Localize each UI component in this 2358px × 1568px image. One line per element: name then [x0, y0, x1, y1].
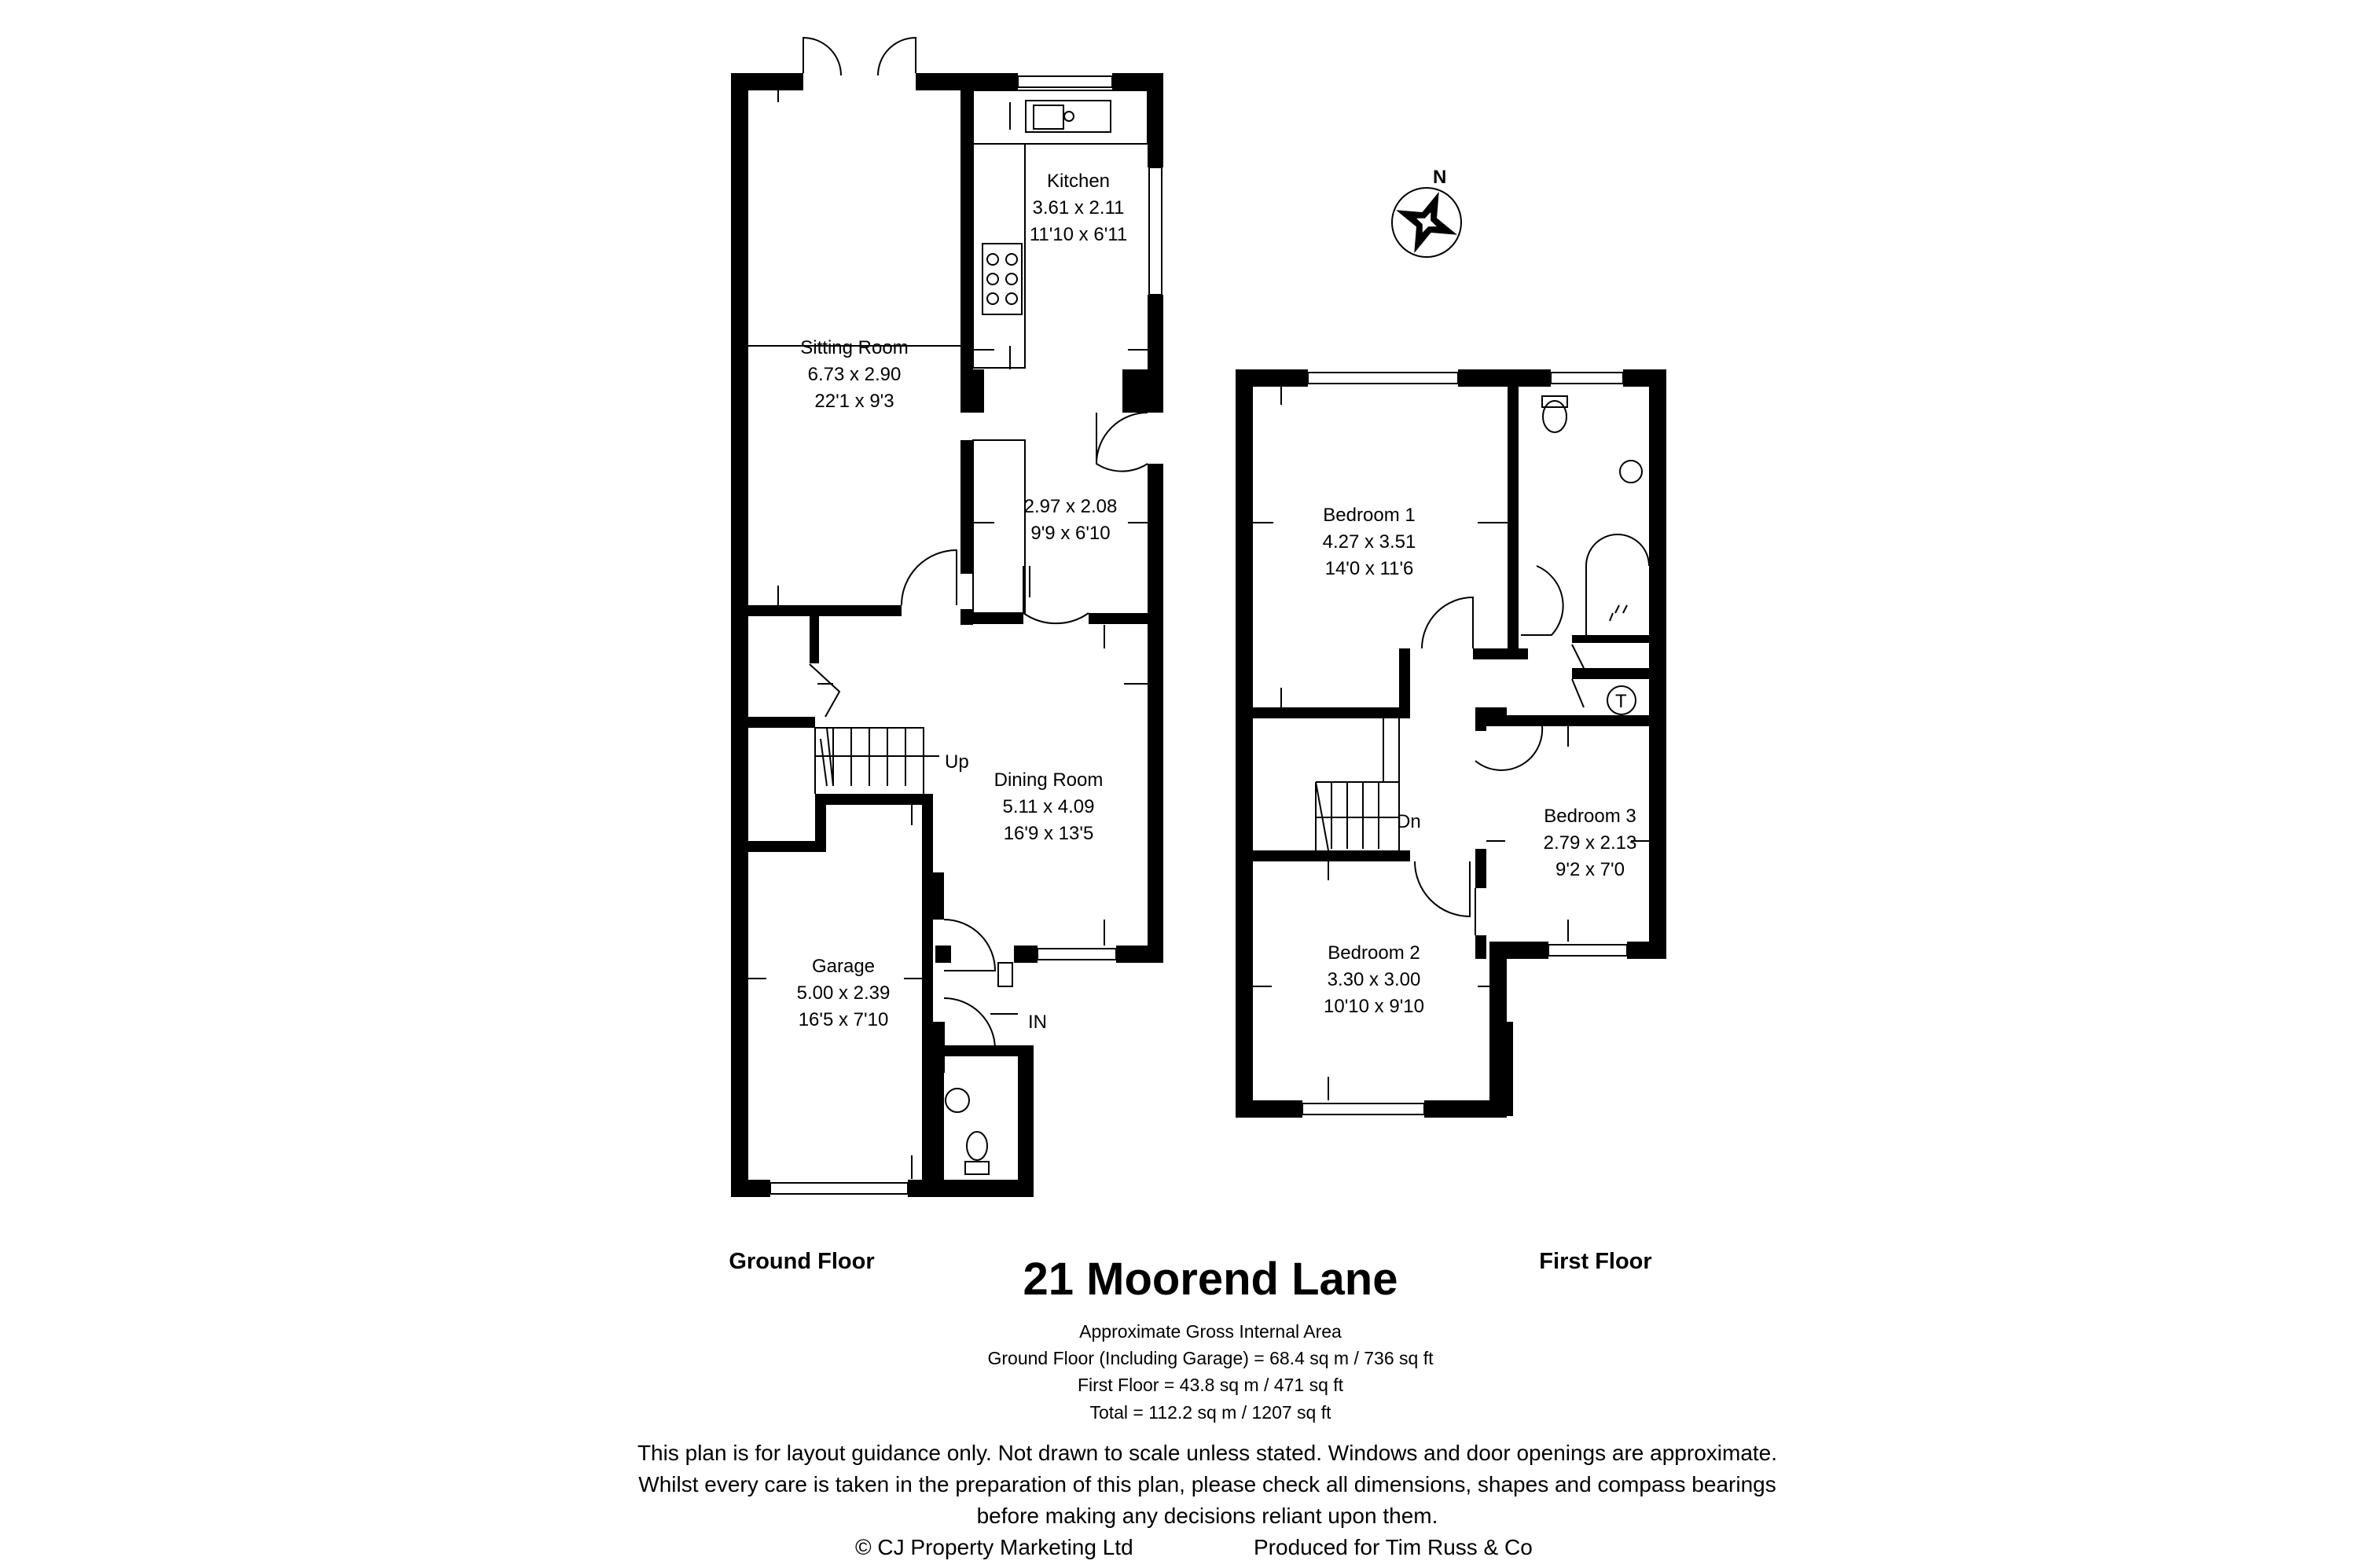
- garage-imperial: 16'5 x 7'10: [798, 1009, 889, 1030]
- ground-floor-plan: [731, 38, 1163, 1197]
- kitchen-imperial: 11'10 x 6'11: [1029, 224, 1128, 245]
- bedroom-1-label: [1323, 505, 1416, 579]
- area-total: Total = 112.2 sq m / 1207 sq ft: [1089, 1402, 1331, 1423]
- tank-label: T: [1615, 691, 1627, 712]
- bedroom-1-name: Bedroom 1: [1323, 505, 1416, 526]
- kitchen-name: Kitchen: [1046, 171, 1111, 192]
- disclaimer-line-1: This plan is for layout guidance only. Not drawn to scale unless stated. Windows and door openings are approximate.: [637, 1441, 1778, 1465]
- stairs-down-label: Dn: [1397, 811, 1421, 832]
- bedroom-3-name: Bedroom 3: [1544, 806, 1636, 827]
- disclaimer: [637, 1441, 1777, 1528]
- ground-floor-label: Ground Floor: [729, 1249, 875, 1274]
- first-floor-walls: [1236, 369, 1666, 1118]
- credit-right: Produced for Tim Russ & Co: [1254, 1535, 1533, 1559]
- first-floor-stairs: [1316, 718, 1399, 850]
- ground-floor-stairs: [815, 728, 939, 794]
- bedroom-3-metric: 2.79 x 2.13: [1543, 832, 1637, 854]
- compass-north-label: N: [1433, 167, 1447, 188]
- utility-label: [1024, 496, 1118, 544]
- disclaimer-line-2: Whilst every care is taken in the preparation of this plan, please check all dimensions, shapes and compass bearings: [638, 1472, 1776, 1496]
- area-first: First Floor = 43.8 sq m / 471 sq ft: [1077, 1375, 1344, 1395]
- entrance-label: IN: [1028, 1012, 1047, 1033]
- first-floor-label: First Floor: [1539, 1249, 1652, 1274]
- bedroom-1-metric: 4.27 x 3.51: [1322, 531, 1416, 553]
- credit-left: © CJ Property Marketing Ltd: [855, 1535, 1133, 1559]
- sitting-room-imperial: 22'1 x 9'3: [814, 391, 894, 412]
- area-ground: Ground Floor (Including Garage) = 68.4 sq m / 736 sq ft: [987, 1348, 1434, 1368]
- kitchen-label: [1030, 171, 1127, 245]
- sitting-room-metric: 6.73 x 2.90: [807, 364, 902, 385]
- bedroom-2-name: Bedroom 2: [1328, 942, 1420, 964]
- sitting-room-label: [800, 337, 908, 412]
- utility-metric: 2.97 x 2.08: [1023, 496, 1118, 517]
- stairs-up-label: Up: [945, 751, 969, 773]
- dining-room-metric: 5.11 x 4.09: [1002, 796, 1095, 817]
- ground-floor-doors: [803, 38, 1148, 1073]
- page-title: 21 Moorend Lane: [1023, 1254, 1398, 1305]
- bedroom-2-imperial: 10'10 x 9'10: [1324, 996, 1424, 1017]
- ground-wc-fittings: [946, 1089, 989, 1174]
- bedroom-3-imperial: 9'2 x 7'0: [1555, 859, 1625, 880]
- bedroom-3-label: [1544, 806, 1637, 880]
- garage-metric: 5.00 x 2.39: [796, 982, 891, 1004]
- disclaimer-line-3: before making any decisions reliant upon them.: [976, 1504, 1438, 1528]
- dining-room-label: [994, 769, 1104, 844]
- first-floor-dimension-markers: [1253, 387, 1649, 1100]
- bedroom-1-imperial: 14'0 x 11'6: [1324, 558, 1414, 579]
- bedroom-2-label: [1324, 942, 1424, 1017]
- dining-room-imperial: 16'9 x 13'5: [1003, 823, 1094, 844]
- compass-rose-icon: [1383, 167, 1469, 266]
- area-heading: Approximate Gross Internal Area: [1079, 1321, 1342, 1342]
- area-summary: [988, 1321, 1434, 1423]
- first-floor-plan: [1236, 369, 1666, 1118]
- bathroom-fittings: [1542, 396, 1649, 714]
- sitting-room-name: Sitting Room: [800, 337, 909, 358]
- garage-name: Garage: [811, 956, 876, 977]
- kitchen-metric: 3.61 x 2.11: [1032, 197, 1125, 218]
- bedroom-2-metric: 3.30 x 3.00: [1327, 969, 1421, 990]
- utility-imperial: 9'9 x 6'10: [1030, 523, 1111, 544]
- garage-label: [797, 956, 891, 1030]
- dining-room-name: Dining Room: [994, 769, 1104, 791]
